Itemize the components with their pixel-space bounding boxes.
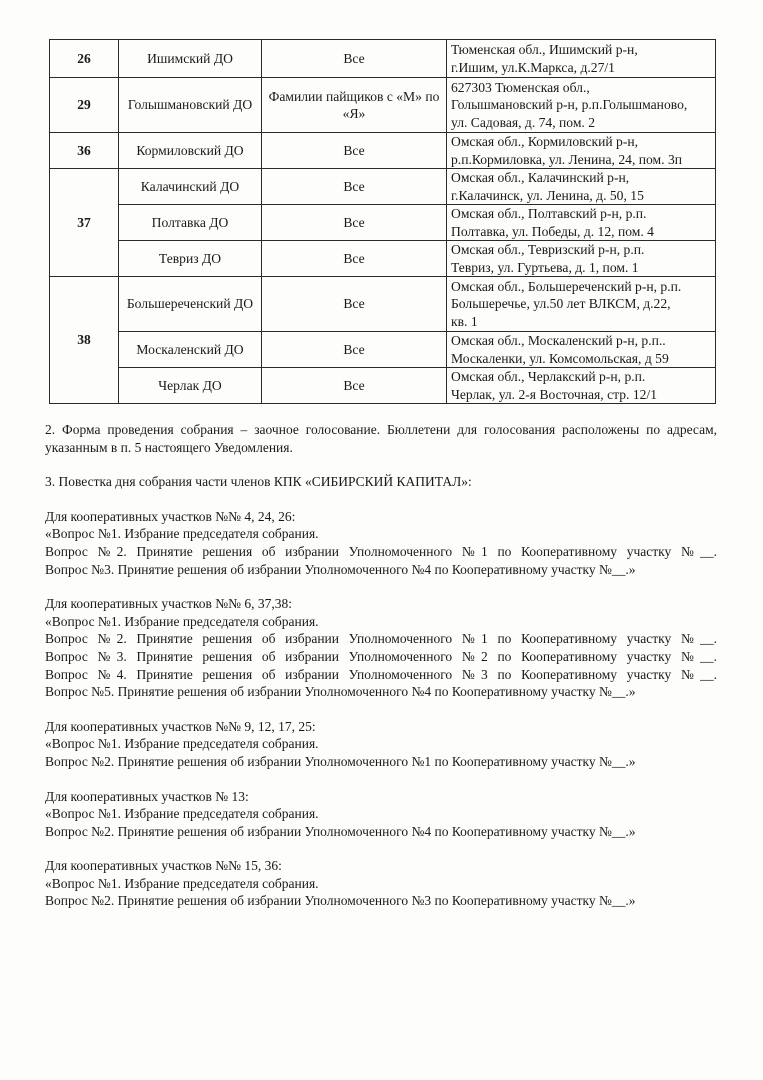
office-name: Черлак ДО <box>119 368 262 404</box>
table-row <box>50 332 716 368</box>
area-number: 29 <box>50 78 119 133</box>
table-row <box>50 133 716 169</box>
agenda-item: Вопрос №2. Принятие решения об избрании Уполномоченного №1 по Кооперативному участку №__.» <box>45 753 636 769</box>
members-cell: Все <box>262 205 447 241</box>
members-cell: Все <box>262 40 447 78</box>
area-number: 36 <box>50 133 119 169</box>
group-header: Для кооперативных участков №№ 9, 12, 17, 25: <box>45 718 316 734</box>
area-number: 38 <box>50 277 119 404</box>
section-3-title: 3. Повестка дня собрания части членов КПК «СИБИРСКИЙ КАПИТАЛ»: <box>45 474 472 490</box>
table-row <box>50 169 716 205</box>
notice-body <box>45 421 717 910</box>
members-cell: Все <box>262 241 447 277</box>
office-name: Большереченский ДО <box>119 277 262 332</box>
address-cell: Омская обл., Полтавский р-н, р.п. Полтавка, ул. Победы, д. 12, пом. 4 <box>447 205 716 241</box>
address-cell: Омская обл., Кормиловский р-н, р.п.Кормиловка, ул. Ленина, 24, пом. 3п <box>447 133 716 169</box>
agenda-item: Вопрос №2. Принятие решения об избрании Уполномоченного №1 по Кооперативному участку №__. <box>45 631 717 647</box>
table-row <box>50 277 716 332</box>
members-cell: Все <box>262 169 447 205</box>
agenda-item: Вопрос №3. Принятие решения об избрании Уполномоченного №2 по Кооперативному участку №__. <box>45 648 717 664</box>
agenda-item: «Вопрос №1. Избрание председателя собрания. <box>45 736 319 752</box>
office-name: Кормиловский ДО <box>119 133 262 169</box>
area-number: 26 <box>50 40 119 78</box>
address-cell: Омская обл., Большереченский р-н, р.п. Большеречье, ул.50 лет ВЛКСМ, д.22, кв. 1 <box>447 277 716 332</box>
group-header: Для кооперативных участков №№ 15, 36: <box>45 858 282 874</box>
office-name: Тевриз ДО <box>119 241 262 277</box>
table-row <box>50 78 716 133</box>
agenda-item: «Вопрос №1. Избрание председателя собрания. <box>45 806 319 822</box>
branch-table <box>49 39 716 404</box>
area-number: 37 <box>50 169 119 277</box>
members-cell: Все <box>262 368 447 404</box>
agenda-item: Вопрос №5. Принятие решения об избрании Уполномоченного №4 по Кооперативному участку №__.» <box>45 684 636 700</box>
table-row <box>50 241 716 277</box>
members-cell: Все <box>262 133 447 169</box>
office-name: Москаленский ДО <box>119 332 262 368</box>
group-header: Для кооперативных участков №№ 6, 37,38: <box>45 596 292 612</box>
address-cell: Омская обл., Калачинский р-н, г.Калачинск, ул. Ленина, д. 50, 15 <box>447 169 716 205</box>
table-row <box>50 205 716 241</box>
members-cell: Все <box>262 277 447 332</box>
group-header: Для кооперативных участков № 13: <box>45 788 249 804</box>
agenda-item: Вопрос №3. Принятие решения об избрании Уполномоченного №4 по Кооперативному участку №__.» <box>45 561 636 577</box>
office-name: Ишимский ДО <box>119 40 262 78</box>
office-name: Полтавка ДО <box>119 205 262 241</box>
address-cell: Омская обл., Москаленский р-н, р.п.. Москаленки, ул. Комсомольская, д 59 <box>447 332 716 368</box>
agenda-item: Вопрос №2. Принятие решения об избрании Уполномоченного №1 по Кооперативному участку №__. <box>45 543 717 559</box>
address-cell: Тюменская обл., Ишимский р-н, г.Ишим, ул.К.Маркса, д.27/1 <box>447 40 716 78</box>
table-row <box>50 368 716 404</box>
table-row <box>50 40 716 78</box>
agenda-item: «Вопрос №1. Избрание председателя собрания. <box>45 613 319 629</box>
agenda-item: Вопрос №2. Принятие решения об избрании Уполномоченного №3 по Кооперативному участку №__.» <box>45 893 636 909</box>
address-cell: Омская обл., Тевризский р-н, р.п. Тевриз, ул. Гуртьева, д. 1, пом. 1 <box>447 241 716 277</box>
office-name: Голышмановский ДО <box>119 78 262 133</box>
address-cell: Омская обл., Черлакский р-н, р.п. Черлак, ул. 2-я Восточная, стр. 12/1 <box>447 368 716 404</box>
group-header: Для кооперативных участков №№ 4, 24, 26: <box>45 508 296 524</box>
agenda-item: «Вопрос №1. Избрание председателя собрания. <box>45 526 319 542</box>
members-cell: Все <box>262 332 447 368</box>
agenda-item: Вопрос №4. Принятие решения об избрании Уполномоченного №3 по Кооперативному участку №__. <box>45 666 717 682</box>
address-cell: 627303 Тюменская обл., Голышмановский р-н, р.п.Голышманово, ул. Садовая, д. 74, пом. 2 <box>447 78 716 133</box>
members-cell: Фамилии пайщиков с «М» по «Я» <box>262 78 447 133</box>
agenda-item: Вопрос №2. Принятие решения об избрании Уполномоченного №4 по Кооперативному участку №__.» <box>45 823 636 839</box>
section-2-paragraph: 2. Форма проведения собрания – заочное голосование. Бюллетени для голосования расположены по адресам, указанным в п. 5 настоящего Уведомления. <box>45 422 717 455</box>
office-name: Калачинский ДО <box>119 169 262 205</box>
agenda-item: «Вопрос №1. Избрание председателя собрания. <box>45 875 319 891</box>
